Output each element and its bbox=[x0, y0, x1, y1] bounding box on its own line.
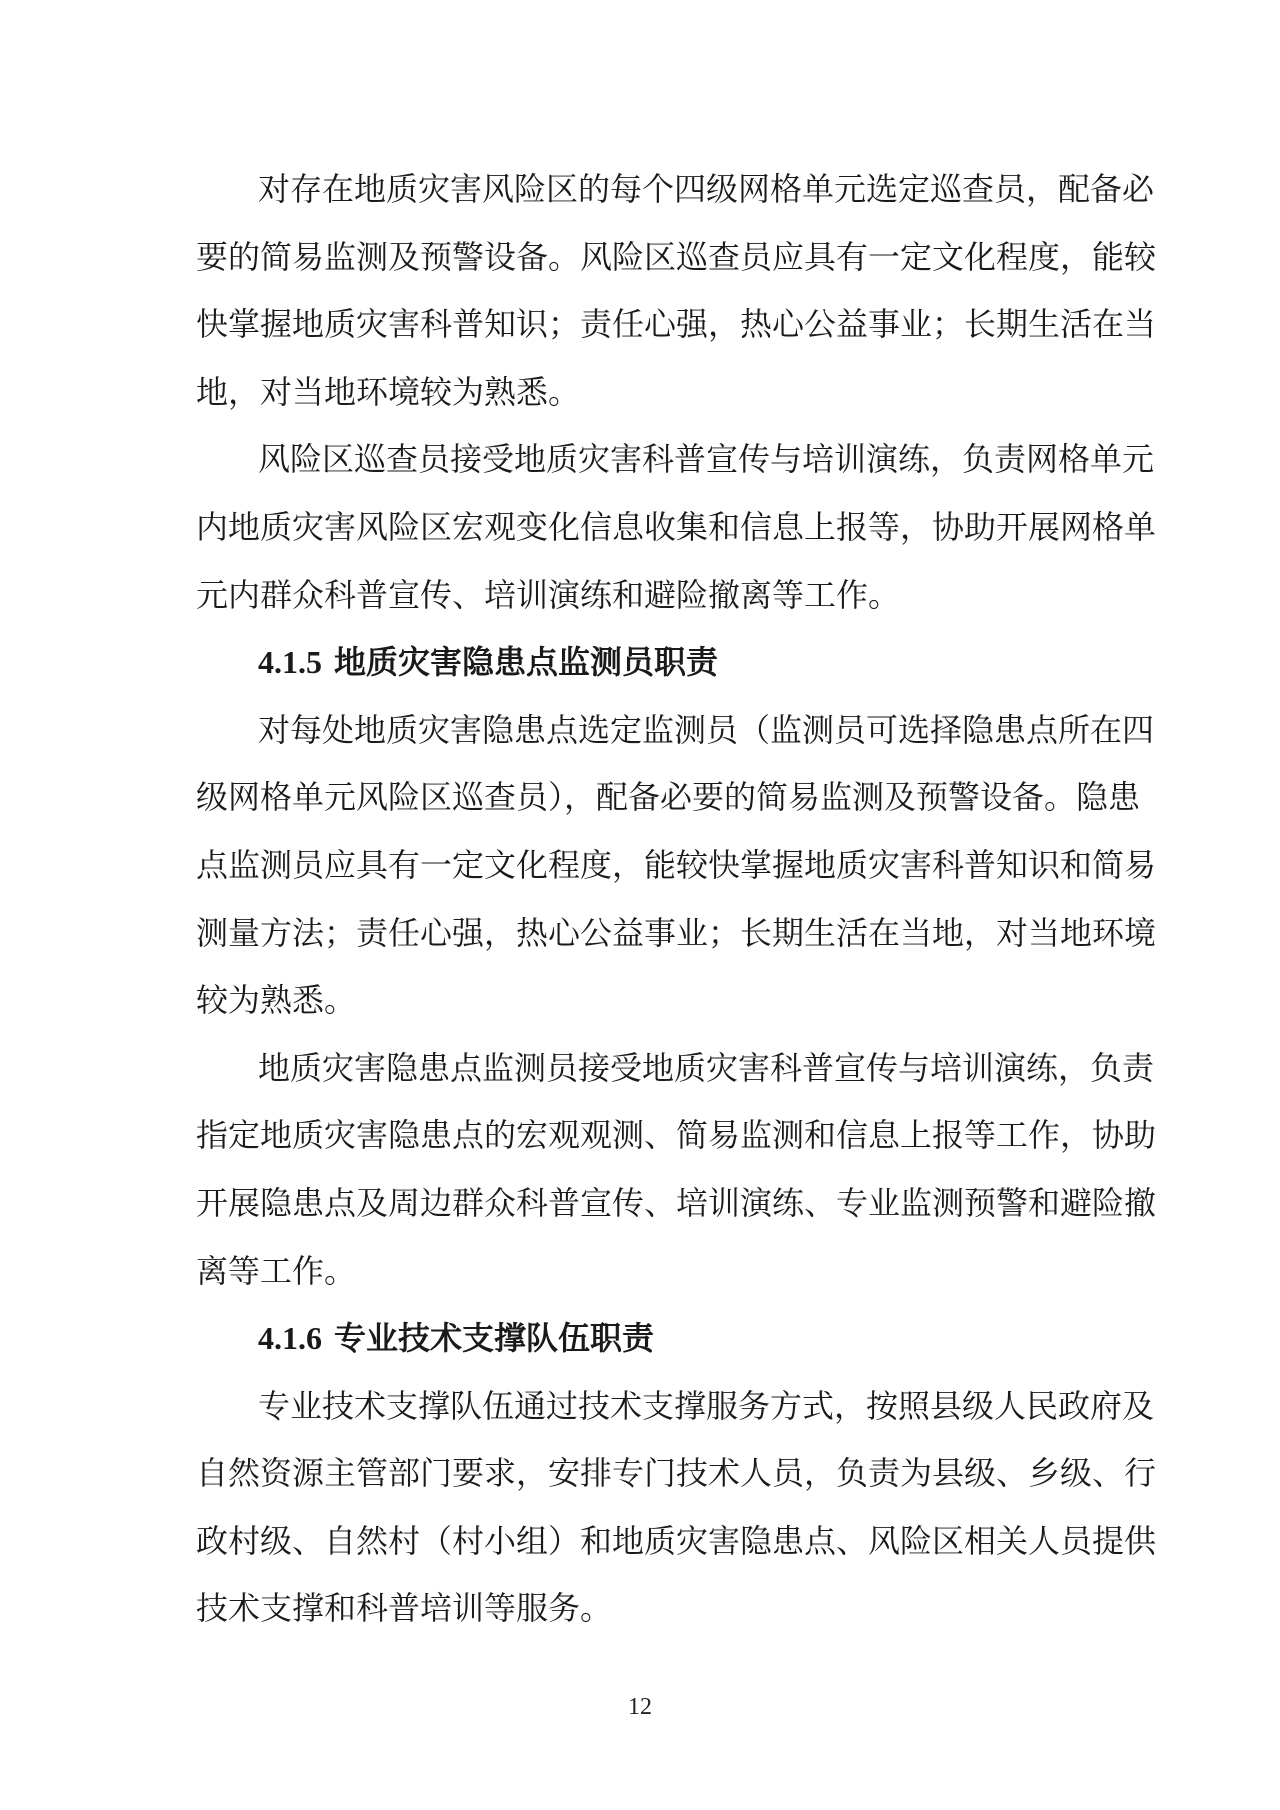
text-line: 政村级、自然村（村小组）和地质灾害隐患点、风险区相关人员提供 bbox=[196, 1521, 1157, 1560]
text-line: 对存在地质灾害风险区的每个四级网格单元选定巡查员，配备必 bbox=[258, 170, 1155, 208]
text-line: 较为熟悉。 bbox=[196, 981, 357, 1020]
text-line: 级网格单元风险区巡查员），配备必要的简易监测及预警设备。隐患 bbox=[196, 778, 1141, 817]
section-heading-4-1-5 bbox=[196, 629, 1094, 697]
text-line: 技术支撑和科普培训等服务。 bbox=[196, 1589, 613, 1628]
text-line: 内地质灾害风险区宏观变化信息收集和信息上报等，协助开展网格单 bbox=[196, 507, 1157, 546]
paragraph bbox=[196, 156, 1157, 426]
section-title: 专业技术支撑队伍职责 bbox=[334, 1319, 655, 1358]
section-number: 4.1.6 bbox=[258, 1320, 322, 1357]
text-line: 地，对当地环境较为熟悉。 bbox=[196, 372, 581, 411]
text-line: 风险区巡查员接受地质灾害科普宣传与培训演练，负责网格单元 bbox=[258, 440, 1155, 479]
text-line: 开展隐患点及周边群众科普宣传、培训演练、专业监测预警和避险撤 bbox=[196, 1183, 1157, 1222]
paragraph bbox=[196, 426, 1157, 629]
text-line: 快掌握地质灾害科普知识；责任心强，热心公益事业；长期生活在当 bbox=[196, 305, 1157, 344]
text-line: 离等工作。 bbox=[196, 1251, 357, 1290]
text-line: 测量方法；责任心强，热心公益事业；长期生活在当地，对当地环境 bbox=[196, 913, 1157, 952]
text-line: 自然资源主管部门要求，安排专门技术人员，负责为县级、乡级、行 bbox=[196, 1454, 1157, 1493]
section-heading-4-1-6 bbox=[196, 1305, 1094, 1373]
section-title: 地质灾害隐患点监测员职责 bbox=[334, 643, 719, 682]
section-number: 4.1.5 bbox=[258, 644, 322, 681]
paragraph bbox=[196, 1035, 1157, 1305]
text-line: 地质灾害隐患点监测员接受地质灾害科普宣传与培训演练，负责 bbox=[258, 1048, 1155, 1087]
text-line: 要的简易监测及预警设备。风险区巡查员应具有一定文化程度，能较 bbox=[196, 237, 1157, 276]
text-line: 指定地质灾害隐患点的宏观观测、简易监测和信息上报等工作，协助 bbox=[196, 1116, 1157, 1155]
text-line: 专业技术支撑队伍通过技术支撑服务方式，按照县级人民政府及 bbox=[258, 1386, 1155, 1425]
document-body bbox=[196, 156, 1157, 1643]
paragraph bbox=[196, 1373, 1157, 1643]
page-number: 12 bbox=[628, 1694, 652, 1720]
text-line: 点监测员应具有一定文化程度，能较快掌握地质灾害科普知识和简易 bbox=[196, 845, 1157, 884]
text-line: 元内群众科普宣传、培训演练和避险撤离等工作。 bbox=[196, 575, 901, 614]
text-line: 对每处地质灾害隐患点选定监测员（监测员可选择隐患点所在四 bbox=[258, 710, 1155, 749]
paragraph bbox=[196, 697, 1157, 1035]
